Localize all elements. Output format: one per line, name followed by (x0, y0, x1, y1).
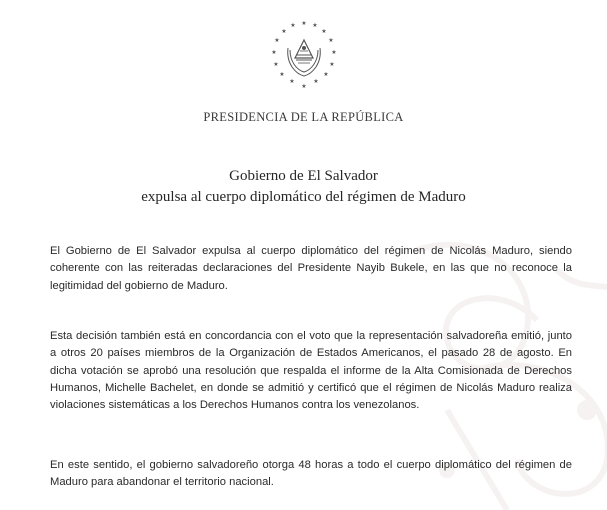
svg-text:★: ★ (273, 61, 279, 68)
svg-text:★: ★ (301, 20, 307, 27)
svg-text:★: ★ (281, 28, 287, 35)
svg-text:★: ★ (331, 49, 337, 56)
body-paragraph-1: El Gobierno de El Salvador expulsa al cuerpo diplomático del régimen de Nicolás Maduro, siendo coherente con las reiteradas declaraciones del Presidente Nayib Bukele, en las que no reconoce la legitimidad del gobierno de Maduro. (50, 245, 572, 292)
institution-name: PRESIDENCIA DE LA REPÚBLICA (203, 110, 404, 124)
svg-text:★: ★ (301, 83, 307, 90)
coat-of-arms-seal (266, 18, 342, 94)
svg-text:★: ★ (274, 37, 280, 44)
svg-text:★: ★ (289, 78, 295, 85)
svg-text:★: ★ (290, 22, 296, 29)
headline-line-1: Gobierno de El Salvador (229, 168, 378, 184)
svg-text:★: ★ (323, 71, 329, 78)
press-release-headline (0, 166, 607, 208)
svg-text:★: ★ (328, 37, 334, 44)
body-paragraph-2: Esta decisión también está en concordancia con el voto que la representación salvadoreña emitió, junto a otros 20 países miembros de la Organización de Estados Americanos, el pasado 28 de agosto. En dicha votación se aprobó una resolución que respalda el informe de la Alta Comisionada de Derechos Humanos, Michelle Bachelet, en donde se admitió y certificó que el régimen de Nicolás Maduro realiza violaciones sistemáticas a los Derechos Humanos contra los venezolanos. (50, 330, 572, 412)
svg-text:★: ★ (321, 28, 327, 35)
svg-text:★: ★ (312, 22, 318, 29)
body-paragraph-3: En este sentido, el gobierno salvadoreño otorga 48 horas a todo el cuerpo diplomático del régimen de Maduro para abandonar el territorio nacional. (50, 459, 572, 489)
svg-text:★: ★ (279, 71, 285, 78)
headline-line-2: expulsa al cuerpo diplomático del régimen de Maduro (141, 189, 466, 205)
svg-text:★: ★ (313, 78, 319, 85)
svg-text:★: ★ (271, 49, 277, 56)
svg-text:★: ★ (329, 61, 335, 68)
